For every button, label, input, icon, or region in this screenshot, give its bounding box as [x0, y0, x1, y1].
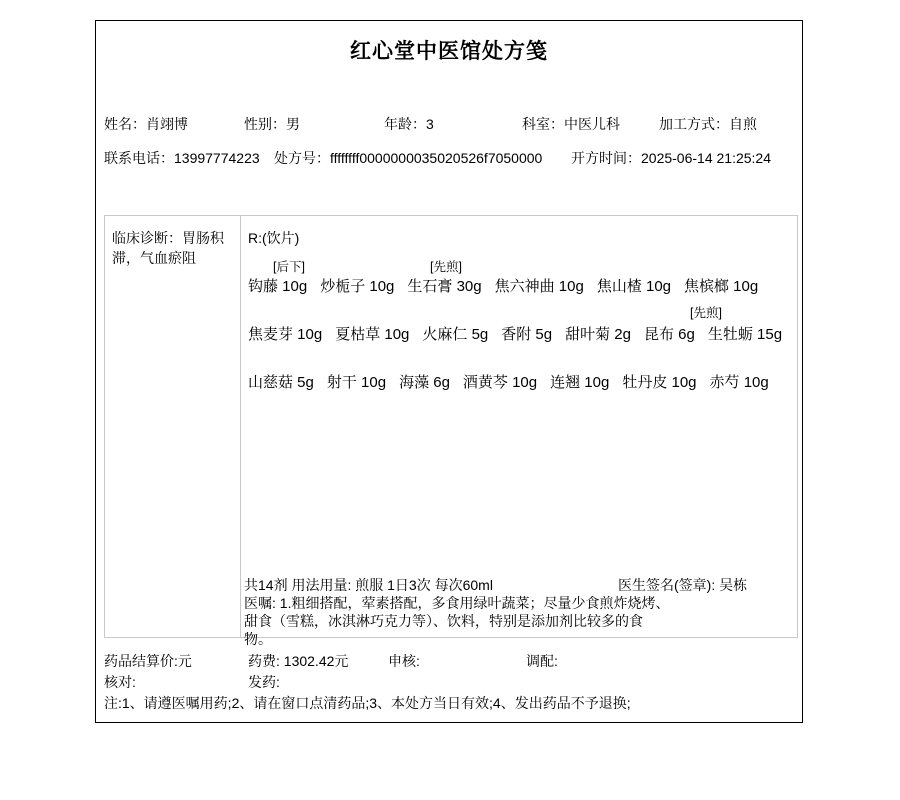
- herb-item: 酒黄芩 10g: [462, 374, 538, 391]
- clinical-diagnosis: 临床诊断：胃肠积滞，气血瘀阻: [105, 216, 241, 637]
- herb-item: 海藻 6g: [399, 374, 450, 391]
- usage-summary: 共14剂 用法用量: 煎服 1日3次 每次60ml: [244, 577, 493, 593]
- field-dispense: 发药:: [248, 674, 280, 690]
- herb-item: 牡丹皮 10g: [622, 374, 697, 391]
- annotation-decoct-first: [先煎]: [690, 306, 722, 320]
- field-medicine-fee: 药费: 1302.42元: [248, 653, 349, 669]
- field-gender: 性别：男: [244, 116, 300, 132]
- field-issue-time: 开方时间：2025-06-14 21:25:24: [571, 150, 771, 166]
- herb-item: 夏枯草 10g: [335, 326, 410, 343]
- herb-item: 甜叶菊 2g: [565, 326, 631, 343]
- herb-item: 焦六神曲 10g: [494, 278, 584, 295]
- field-processing: 加工方式：自煎: [659, 116, 757, 132]
- herb-item: 连翘 10g: [550, 374, 610, 391]
- herb-item: 焦麦芽 10g: [248, 326, 323, 343]
- footer-note: 注:1、请遵医嘱用药;2、请在窗口点清药品;3、本处方当日有效;4、发出药品不予退换;: [104, 695, 631, 711]
- medical-advice: 医嘱: 1.粗细搭配，荤素搭配，多食用绿叶蔬菜；尽量少食煎炸烧烤、甜食（雪糕，冰淇淋巧克力等）、饮料，特别是添加剂比较多的食物。: [244, 595, 670, 647]
- herb-item: 焦山楂 10g: [596, 278, 672, 295]
- herb-item: 香附 5g: [501, 326, 553, 343]
- herb-row-3: [248, 371, 769, 392]
- herb-item: 昆布 6g: [643, 326, 695, 343]
- herb-row-1: [248, 275, 758, 296]
- herb-item: 山慈菇 5g: [248, 374, 314, 391]
- herb-item: 生石膏 30g: [407, 278, 482, 295]
- herb-item: 射干 10g: [326, 374, 387, 391]
- annotation-decoct-first: [先煎]: [430, 260, 462, 274]
- field-patient-name: 姓名：肖翊博: [104, 116, 188, 132]
- field-settlement-price: 药品结算价:元: [104, 653, 192, 669]
- herb-item: 钩藤 10g: [248, 278, 308, 295]
- herb-item: 生牡蛎 15g: [707, 326, 783, 343]
- prescription-sheet: [95, 20, 803, 723]
- herb-item: 火麻仁 5g: [422, 326, 489, 343]
- herb-row-2: [248, 323, 782, 344]
- rx-header: R:(饮片): [248, 230, 300, 246]
- herb-item: 炒栀子 10g: [320, 278, 395, 295]
- field-age: 年龄：3: [384, 116, 434, 132]
- prescription-box: [104, 215, 798, 647]
- herb-item: 赤芍 10g: [709, 374, 769, 391]
- field-check: 核对:: [104, 674, 136, 690]
- herb-item: 焦槟榔 10g: [684, 278, 759, 295]
- page-title: 红心堂中医馆处方笺: [350, 40, 548, 63]
- field-rx-number: 处方号：ffffffff0000000035020526f7050000: [274, 150, 543, 166]
- doctor-signature: 医生签名(签章): 吴栋: [618, 577, 748, 593]
- field-department: 科室：中医儿科: [522, 116, 620, 132]
- field-dispense-prep: 调配:: [526, 653, 558, 669]
- annotation-decoct-later: [后下]: [273, 260, 305, 274]
- field-phone: 联系电话：13997774223: [104, 150, 260, 166]
- field-review: 申核:: [388, 653, 420, 669]
